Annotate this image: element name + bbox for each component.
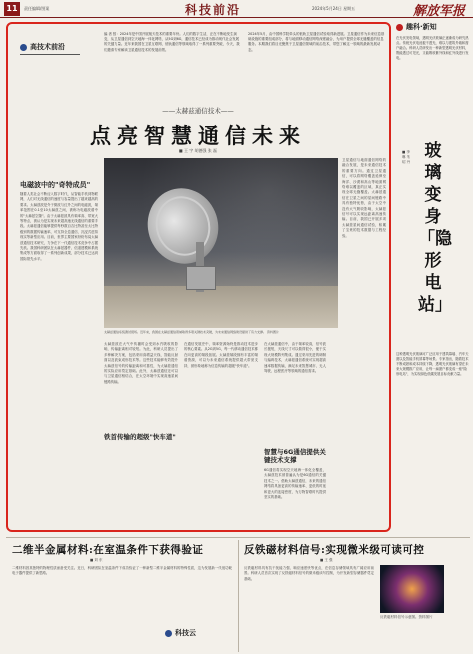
article-headline: 点亮智慧通信未来 xyxy=(90,123,306,148)
bullet-icon xyxy=(165,630,172,637)
body-column-5: 6G通信将实现空天地海一体化全覆盖，太赫兹技术被普遍认为是6G通信的关键技术之一。借助太赫兹通信，未来的通信网络将具备更高的传输速率、更低的时延和更大的连接密度，为万物智联时代提供坚实的基础。 xyxy=(264,468,326,500)
featured-article xyxy=(6,22,391,532)
editor-note-left: 编 者 按：2024年是中国开展航天技术的重要年份。人们的数字生活，正在不断地发生演变，从卫星通信到空天地海一体化网络，从5G到6G，通信技术已经成为推动现代社会发展的关键力量。近年来我国在卫星互联网、低轨通信等领域取得了一系列重要突破，今天，我们邀请专家解读卫星通信技术的发展前景。 xyxy=(104,32,240,52)
subsection-title-1: 铁首传输的超级"快车道" xyxy=(104,433,176,441)
newspaper-masthead: 解放军报 xyxy=(412,4,465,19)
bottom-right-text: 反铁磁材料具有抗干扰能力强、响应速度快等优点，在信息存储领域具有广阔应用前景。科研人员首次实现了反铁磁材料信号的微米级读写控制，为开发新型存储器件奠定基础。 xyxy=(244,566,374,581)
article-photo xyxy=(104,158,338,328)
sidebar-bottom-text: 这种透明光伏玻璃可广泛应用于建筑幕墙、汽车天窗以及智能手机屏幕等场景。专家指出，随着技术不断成熟和成本持续下降，透明光伏玻璃有望在未来大规模推广应用，让每一扇窗户都变成一座"隐形电站"，为实现绿色低碳发展目标贡献力量。 xyxy=(396,352,469,377)
kicker-underline xyxy=(20,54,80,55)
sidebar-article xyxy=(396,22,470,532)
column-kicker: 高技术前沿 xyxy=(20,42,65,52)
body-column-right: 卫星通信与地面通信网络的融合发展，是未来通信技术的重要方向。通过卫星通信，可以将网络覆盖延伸至海洋、沙漠和高山等地面网络难以覆盖的区域，真正实现全球无缝覆盖。太赫兹通信在卫星之间的星间链路中具有独特优势，由于太空中没有大气吸收影响，太赫兹信号可以实现远距离高速传输。目前，我国已开展多项太赫兹星间通信试验，积累了宝贵的技术数据与工程经验。 xyxy=(342,158,386,238)
issue-date: 2024年5月24日 星期五 xyxy=(312,6,356,11)
bottom-right-byline: ■ 王 强 xyxy=(320,558,333,562)
bottom-right-headline: 反铁磁材料信号:实现微米级可读可控 xyxy=(244,544,425,556)
sidebar-kicker: 趣科·新知 xyxy=(396,22,437,32)
photo-caption: 太赫兹通信系统测试现场。近年来，我国在太赫兹通信领域取得多项关键技术突破，为未来通信网络建设提供了有力支撑。 资料图片 xyxy=(104,330,279,334)
sidebar-vertical-title: 玻璃变身「隐形电站」 xyxy=(418,141,452,315)
lead-section-title: 电磁波中的"奇特成员" xyxy=(20,181,91,189)
page-number: 11 xyxy=(4,2,20,16)
article-subhead: ——太赫兹通信技术—— xyxy=(162,107,234,115)
sidebar-byline: ■ 李 琳 朱 绍 丹 xyxy=(402,150,411,164)
bottom-column-divider xyxy=(238,540,239,652)
bottom-divider xyxy=(6,537,470,538)
bullet-icon xyxy=(396,24,403,31)
bullet-icon xyxy=(20,44,27,51)
editor-note-right: 2024年5月，由中国科学院牵头的低轨卫星通信试验取得新进展。卫星通信作为未来信息基础设施的重要组成部分，将与地面移动通信网络深度融合，为用户提供全球无缝覆盖的信息服务。本期我们将目光聚焦于卫星通信领域的前沿技术，带您了解这一领域的最新发展动态。 xyxy=(248,32,385,52)
body-column-1: 随着人类社会不断迈入数字时代，从智能手机到物联网，人们对无线通信的速度与容量提出了越来越高的要求。太赫兹波是介于微波与红外之间的电磁波，频率范围在0.1至10太赫兹之间，被称为电磁波谱中的"太赫兹空隙"。由于太赫兹波具有频率高、带宽大等特点，被认为是实现未来超高速无线通信的重要手段。太赫兹通信能够提供每秒数百吉比特甚至太比特级别的数据传输速率，可支持全息通信、沉浸式虚拟现实等新型应用。目前，世界主要国家纷纷布局太赫兹通信技术研究，力争在下一代通信技术竞争中占据先机。我国科研团队在太赫兹器件、信道建模和系统集成等方面取得了一系列创新成果，部分技术已达到国际领先水平。 xyxy=(20,192,98,261)
section-title: 科技前沿 xyxy=(185,3,242,17)
photo-credit: 资料图片 xyxy=(266,330,279,334)
body-column-4: 在太赫兹通信中，由于频率较高，信号波长极短，天线尺寸可以做得很小，便于实现大规模阵列集成。通过采用先进的调制与编码技术，太赫兹通信系统可实现超高速率数据传输，满足未来智慧城市、无人驾驶、远程医疗等领域的通信需求。 xyxy=(264,342,326,374)
bottom-right-photo-caption: 反铁磁材料信号示意图。资料图片 xyxy=(380,615,433,619)
body-column-2: 太赫兹波在大气中传播时会受到水汽吸收的影响，传输距离相对较短。为此，科研人员提出了多种解决方案，包括采用高增益天线、智能反射面以及波束成形技术等。这些技术能够有效提升太赫兹信号的传输距离和可靠性，为太赫兹通信的实际应用奠定基础。此外，太赫兹通信还可以与卫星通信相结合，在太空环境中实现高速星间链路传输。 xyxy=(104,342,178,384)
subsection-title-2: 智慧与6G通信提供关键技术支撑 xyxy=(264,448,326,464)
sidebar-top-text: 在光伏发电领域，透明光伏玻璃正逐渐成为研究热点。传统光伏电池板不透光，难以与建筑外墙和窗户融合。科研人员研发出一种新型透明光伏材料，既能透过可见光，又能吸收紫外线和红外线进行发电。 xyxy=(396,36,469,61)
page-header xyxy=(0,0,473,18)
bottom-left-text: 二维材料因其独特的物理性质而备受关注。近日，科研团队在室温条件下成功验证了一种新型二维半金属材料的特殊性质，这为发展新一代低功耗电子器件提供了新思路。 xyxy=(12,566,232,576)
bottom-left-byline: ■ 刘 东 xyxy=(90,558,103,562)
bottom-kicker: 科技云 xyxy=(165,628,196,638)
bottom-right-photo xyxy=(380,565,444,613)
bottom-left-headline: 二维半金属材料:在室温条件下获得验证 xyxy=(12,544,204,556)
editor-label: 责任编辑/图案 xyxy=(24,6,50,11)
article-byline: ■ 王 宇 胡德强 张 磊 xyxy=(178,148,218,153)
body-column-3: 在通信发展史中，频率资源始终是推动技术进步的核心要素。从2G到5G，每一代移动通信技术都在向更高的频段拓展。太赫兹频段拥有丰富的频谱资源，可以为未来通信系统提供超大带宽支持，被形象地称为信息传输的超级"快车道"。 xyxy=(184,342,258,368)
